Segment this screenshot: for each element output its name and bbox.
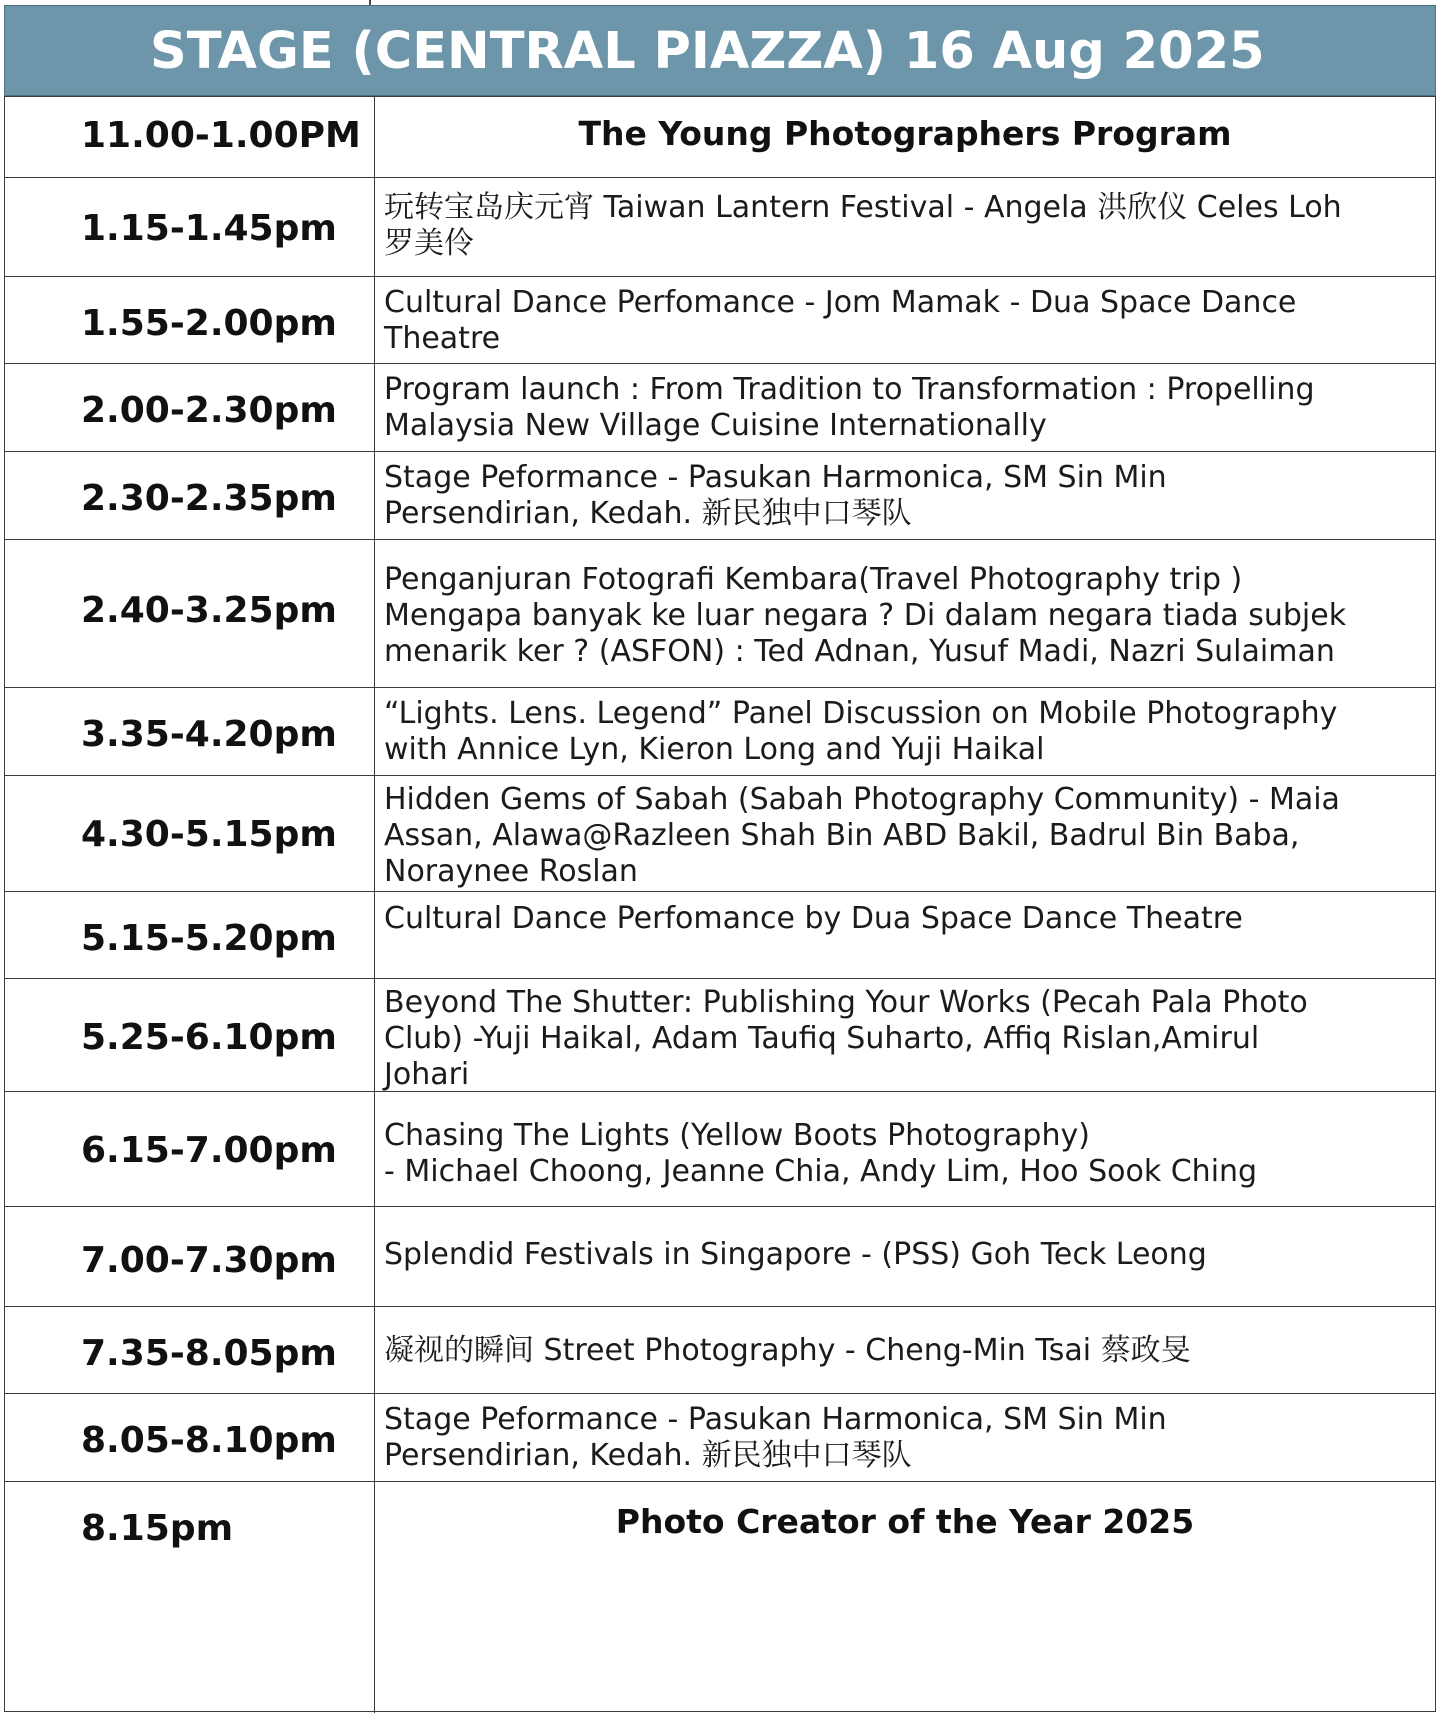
event-title-highlight: The Young Photographers Program — [578, 114, 1232, 153]
time-cell — [5, 277, 375, 363]
event-cell — [375, 1207, 1435, 1306]
time-label: 7.35-8.05pm — [81, 1333, 337, 1374]
time-label: 5.15-5.20pm — [81, 918, 337, 959]
event-description: 凝视的瞬间 Street Photography - Cheng-Min Tsai 蔡政旻 — [384, 1333, 1191, 1368]
event-cell — [375, 892, 1435, 978]
time-label: 5.25-6.10pm — [81, 1017, 337, 1058]
time-label: 1.55-2.00pm — [81, 303, 337, 344]
time-cell — [5, 979, 375, 1091]
event-cell — [375, 277, 1435, 363]
time-label: 7.00-7.30pm — [81, 1240, 337, 1281]
time-cell — [5, 178, 375, 276]
time-cell — [5, 776, 375, 891]
event-description: Program launch : From Tradition to Transformation : Propelling Malaysia New Village Cuisine Internationally — [384, 372, 1315, 443]
time-cell — [5, 540, 375, 687]
table-row — [5, 178, 1435, 277]
event-cell — [375, 540, 1435, 687]
table-row — [5, 277, 1435, 364]
time-label: 1.15-1.45pm — [81, 208, 337, 249]
event-description: Splendid Festivals in Singapore - (PSS) Goh Teck Leong — [384, 1237, 1207, 1272]
event-cell — [375, 1482, 1435, 1713]
time-label: 8.15pm — [81, 1508, 234, 1549]
event-description: 玩转宝岛庆元宵 Taiwan Lantern Festival - Angela 洪欣仪 Celes Loh 罗美伶 — [384, 190, 1342, 261]
event-cell — [375, 178, 1435, 276]
time-cell — [5, 364, 375, 451]
event-description: Stage Peformance - Pasukan Harmonica, SM Sin Min Persendirian, Kedah. 新民独中口琴队 — [384, 1402, 1167, 1473]
time-cell — [5, 1092, 375, 1206]
schedule-table — [4, 96, 1436, 1712]
event-description: Cultural Dance Perfomance - Jom Mamak - Dua Space Dance Theatre — [384, 285, 1297, 356]
event-description: “Lights. Lens. Legend” Panel Discussion on Mobile Photography with Annice Lyn, Kieron Long and Yuji Haikal — [384, 696, 1338, 767]
schedule-header — [4, 5, 1436, 96]
event-cell — [375, 364, 1435, 451]
event-cell — [375, 97, 1435, 177]
table-row — [5, 776, 1435, 892]
time-cell — [5, 97, 375, 177]
time-cell — [5, 688, 375, 775]
table-row — [5, 1394, 1435, 1482]
event-description: Stage Peformance - Pasukan Harmonica, SM Sin Min Persendirian, Kedah. 新民独中口琴队 — [384, 460, 1167, 531]
table-row — [5, 540, 1435, 688]
event-description: Hidden Gems of Sabah (Sabah Photography Community) - Maia Assan, Alawa@Razleen Shah Bin ABD Bakil, Badrul Bin Baba, Noraynee Roslan — [384, 782, 1340, 889]
event-cell — [375, 452, 1435, 539]
table-row — [5, 364, 1435, 452]
event-cell — [375, 979, 1435, 1091]
event-description: Cultural Dance Perfomance by Dua Space Dance Theatre — [384, 901, 1243, 936]
time-label: 2.00-2.30pm — [81, 390, 337, 431]
event-cell — [375, 1092, 1435, 1206]
time-cell — [5, 1307, 375, 1393]
time-label: 8.05-8.10pm — [81, 1420, 337, 1461]
event-cell — [375, 1307, 1435, 1393]
table-row — [5, 688, 1435, 776]
time-label: 11.00-1.00PM — [81, 115, 361, 156]
time-cell — [5, 1207, 375, 1306]
time-label: 2.40-3.25pm — [81, 590, 337, 631]
time-label: 6.15-7.00pm — [81, 1130, 337, 1171]
page-title: STAGE (CENTRAL PIAZZA) 16 Aug 2025 — [150, 22, 1265, 81]
table-row — [5, 1092, 1435, 1207]
time-cell — [5, 452, 375, 539]
event-cell — [375, 688, 1435, 775]
event-description: Penganjuran Fotografi Kembara(Travel Photography trip ) Mengapa banyak ke luar negara ? Di dalam negara tiada subjek menarik ker ? (ASFON) : Ted Adnan, Yusuf Madi, Nazri Sulaiman — [384, 562, 1347, 669]
table-row — [5, 452, 1435, 540]
event-cell — [375, 776, 1435, 891]
event-cell — [375, 1394, 1435, 1481]
table-row — [5, 97, 1435, 178]
time-cell — [5, 1394, 375, 1481]
time-label: 3.35-4.20pm — [81, 714, 337, 755]
time-cell — [5, 892, 375, 978]
time-label: 2.30-2.35pm — [81, 478, 337, 519]
event-description: Beyond The Shutter: Publishing Your Works (Pecah Pala Photo Club) -Yuji Haikal, Adam Taufiq Suharto, Affiq Rislan,Amirul Johari — [384, 985, 1308, 1092]
event-title-highlight: Photo Creator of the Year 2025 — [615, 1502, 1195, 1541]
table-row — [5, 1482, 1435, 1713]
event-description: Chasing The Lights (Yellow Boots Photography) - Michael Choong, Jeanne Chia, Andy Lim, Hoo Sook Ching — [384, 1118, 1258, 1189]
table-row — [5, 1307, 1435, 1394]
time-label: 4.30-5.15pm — [81, 814, 337, 855]
table-row — [5, 1207, 1435, 1307]
table-row — [5, 979, 1435, 1092]
time-cell — [5, 1482, 375, 1713]
table-row — [5, 892, 1435, 979]
